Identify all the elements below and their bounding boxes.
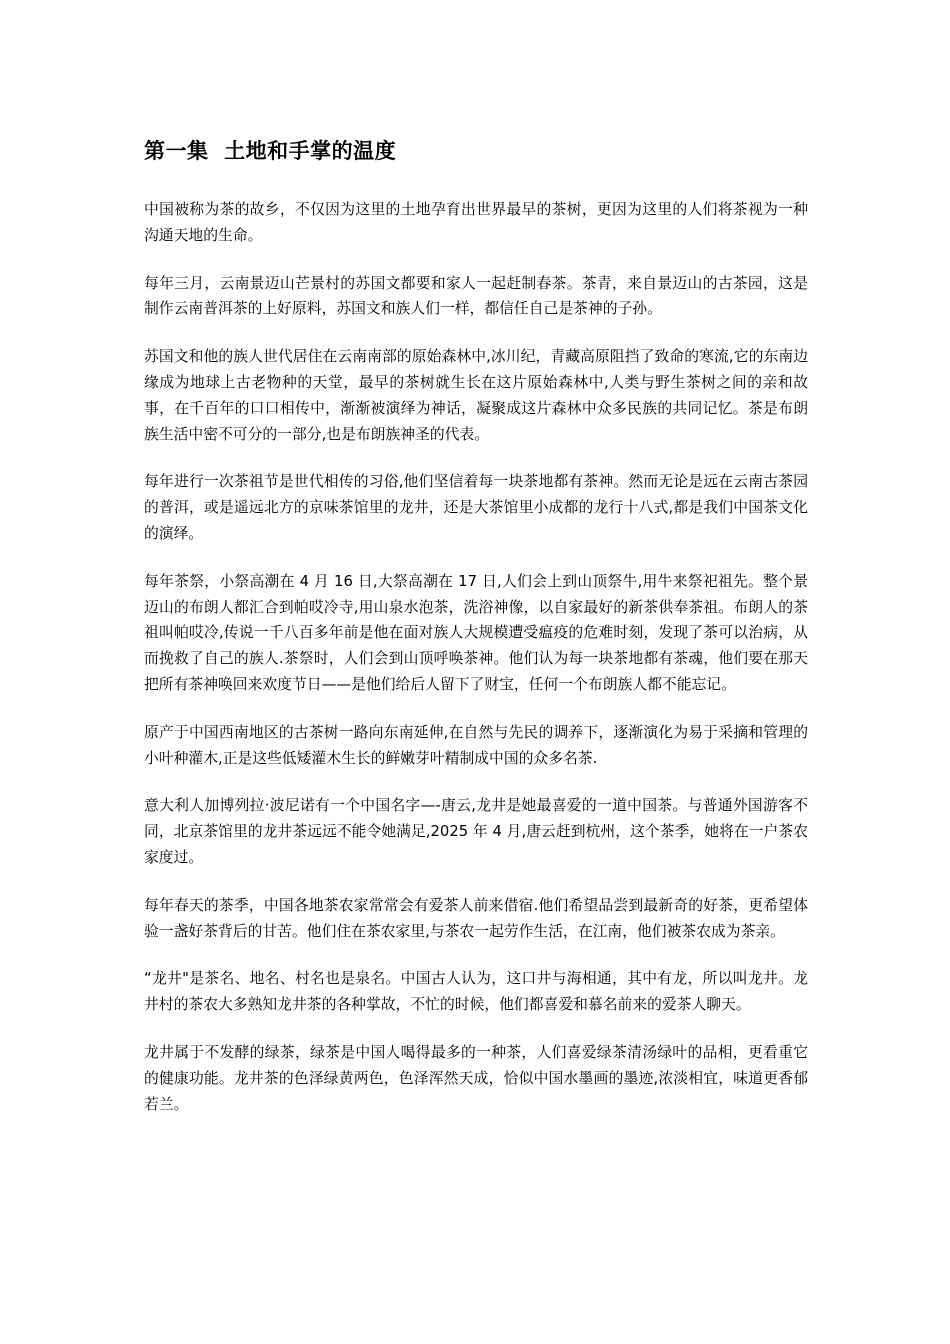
paragraph: 原产于中国西南地区的古茶树一路向东南延伸,在自然与先民的调养下，逐渐演化为易于采摘和管理的小叶种灌木,正是这些低矮灌木生长的鲜嫩芽叶精制成中国的众多名茶. bbox=[144, 723, 808, 767]
document-page bbox=[144, 134, 808, 1139]
paragraph: 每年三月，云南景迈山芒景村的苏国文都要和家人一起赶制春茶。茶青，来自景迈山的古茶园，这是制作云南普洱茶的上好原料，苏国文和族人们一样，都信任自己是茶神的子孙。 bbox=[144, 274, 808, 318]
paragraph: 苏国文和他的族人世代居住在云南南部的原始森林中,冰川纪，青藏高原阻挡了致命的寒流,它的东南边缘成为地球上古老物种的天堂，最早的茶树就生长在这片原始森林中,人类与野生茶树之间的亲和故事，在千百年的口口相传中，渐渐被演绎为神话，凝聚成这片森林中众多民族的共同记忆。茶是布朗族生活中密不可分的一部分,也是布朗族神圣的代表。 bbox=[144, 348, 808, 443]
paragraph: 意大利人加博列拉·波尼诺有一个中国名字—-唐云,龙井是她最喜爱的一道中国茶。与普通外国游客不同，北京茶馆里的龙井茶远远不能令她满足,2025 年 4 月,唐云赶到杭州，这个茶季，她将在一户茶农家度过。 bbox=[144, 797, 808, 866]
paragraph: “龙井"是茶名、地名、村名也是泉名。中国古人认为，这口井与海相通，其中有龙，所以叫龙井。龙井村的茶农大多熟知龙井茶的各种掌故，不忙的时候，他们都喜爱和慕名前来的爱茶人聊天。 bbox=[144, 970, 808, 1014]
paragraph: 每年进行一次茶祖节是世代相传的习俗,他们坚信着每一块茶地都有茶神。然而无论是远在云南古茶园的普洱，或是遥远北方的京味茶馆里的龙井，还是大茶馆里小成都的龙行十八式,都是我们中国茶文化的演绎。 bbox=[144, 473, 808, 542]
document-title: 第一集 土地和手掌的温度 bbox=[144, 139, 397, 163]
paragraph: 每年春天的茶季，中国各地茶农家常常会有爱茶人前来借宿.他们希望品尝到最新奇的好茶，更希望体验一盏好茶背后的甘苦。他们住在茶农家里,与茶农一起劳作生活，在江南，他们被茶农成为茶亲。 bbox=[144, 896, 808, 940]
paragraph: 龙井属于不发酵的绿茶，绿茶是中国人喝得最多的一种茶，人们喜爱绿茶清汤绿叶的品相，更看重它的健康功能。龙井茶的色泽绿黄两色，色泽浑然天成，恰似中国水墨画的墨迹,浓淡相宜，味道更香郁若兰。 bbox=[144, 1043, 808, 1113]
paragraph: 中国被称为茶的故乡，不仅因为这里的土地孕育出世界最早的茶树，更因为这里的人们将茶视为一种沟通天地的生命。 bbox=[144, 201, 808, 244]
paragraph: 每年茶祭，小祭高潮在 4 月 16 日,大祭高潮在 17 日,人们会上到山顶祭牛,用牛来祭祀祖先。整个景迈山的布朗人都汇合到帕哎冷寺,用山泉水泡茶，洗浴神像，以自家最好的新茶供奉茶祖。布朗人的茶祖叫帕哎冷,传说一千八百多年前是他在面对族人大规模遭受瘟疫的危难时刻，发现了茶可以治病，从而挽救了自己的族人.茶祭时，人们会到山顶呼唤茶神。他们认为每一块茶地都有茶魂，他们要在那天把所有茶神唤回来欢度节日——是他们给后人留下了财宝，任何一个布朗族人都不能忘记。 bbox=[144, 572, 808, 693]
